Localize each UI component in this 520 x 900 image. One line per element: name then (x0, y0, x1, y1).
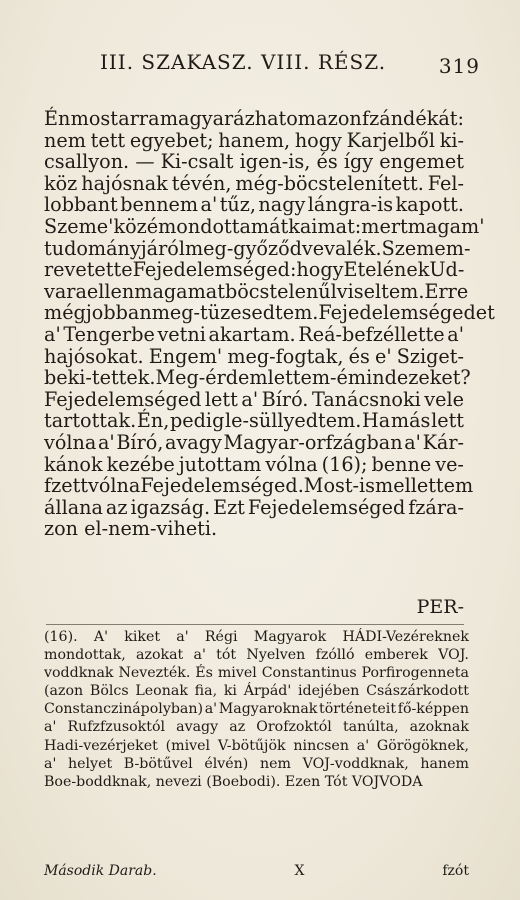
text-line: lobbant bennem a' tűz, nagy lángra-is kapott. (44, 193, 464, 217)
text-line: tartottak. Én, pedig le-süllyedtem. Ha más lett (44, 409, 464, 433)
page-number: 319 (438, 54, 480, 78)
text-line: nem tett egyebet; hanem, hogy Karjelből ki- (44, 128, 464, 152)
text-line: vólna a' Bíró, avagy Magyar-orfzágban a' Kár- (44, 430, 464, 454)
text-line: még jobban meg-tüzesedtem. Fejedelemségedet (44, 301, 495, 325)
footnote-line: a' Rufzfzusoktól avagy az Orofzoktól tanúlta, azoknak (44, 719, 469, 736)
footnote-line: mondottak, azokat a' tót Nyelven fzólló emberek VOJ. (44, 647, 469, 664)
text-line: Szeme' közé mondottam átkaimat: mert magam' (44, 214, 485, 238)
text-line: Én most arra magyarázhatom azon fzándékát: (44, 107, 464, 130)
text-line: re vetette Fejedelemséged: hogy Etelének Ud- (44, 258, 465, 282)
text-line: tudományjáról meg-győződve valék. Szemem- (44, 236, 471, 260)
text-line: vara ellen magamat böcstelenűl viseltem. Erre (44, 279, 469, 303)
footnote-line: (azon Bölcs Leonak fia, ki Árpád' idejében Császárkodott (44, 683, 469, 700)
footnote-line: Constanczinápolyban) a' Magyaroknak történeteit fő-képpen (44, 701, 469, 718)
footnote-line: a' helyet B-bötűvel élvén) nem VOJ-voddknak, hanem (44, 755, 469, 772)
footnote-separator (46, 624, 464, 625)
signature-volume: Második Darab. (44, 863, 157, 879)
main-text (44, 107, 495, 541)
running-title: III. SZAKASZ. VIII. RÉSZ. (100, 50, 387, 74)
text-line: be ki-tettek. Meg-érdemlettem-é mind ezeket? (44, 366, 471, 390)
text-line: állana az igazság. Ezt Fejedelemséged fzára- (44, 495, 464, 519)
text-line: fzett vólna Fejedelemséged. Most-is mellettem (44, 474, 474, 498)
text-line: köz hajósnak tévén, még-böcstelenített. Fel- (44, 171, 464, 195)
signature-mark: X (294, 863, 305, 879)
text-line: a' Tengerbe vetni akartam. Reá-befzéllette a' (44, 322, 464, 346)
footnote-line: (16). A' kiket a' Régi Magyarok HÁDI-Vezéreknek (44, 629, 469, 645)
text-line: kánok kezébe jutottam vólna (16); benne ve- (44, 452, 464, 476)
footnote-line: voddknak Nevezték. És mivel Constantinus Porfirogenneta (44, 665, 469, 682)
catchword: PER- (416, 596, 464, 618)
text-line: Fejedelemséged lett a' Bíró. Tanácsnoki vele (44, 387, 464, 411)
signature-line (44, 863, 469, 879)
text-line: hajósokat. Engem' meg-fogtak, és e' Sziget- (44, 344, 464, 368)
text-line: csallyon. — Ki-csalt igen-is, és így engemet (44, 150, 464, 174)
footnote-line: Boe-boddknak, nevezi (Boebodi). Ezen Tót VOJVODA (44, 773, 423, 790)
footnote (44, 628, 469, 791)
footnote-line: Hadi-vezérjeket (mivel V-bötűjök nincsen a' Görögöknek, (44, 737, 469, 754)
text-line: zon el-nem-viheti. (44, 517, 218, 541)
signature-catchword: fzót (442, 863, 469, 879)
